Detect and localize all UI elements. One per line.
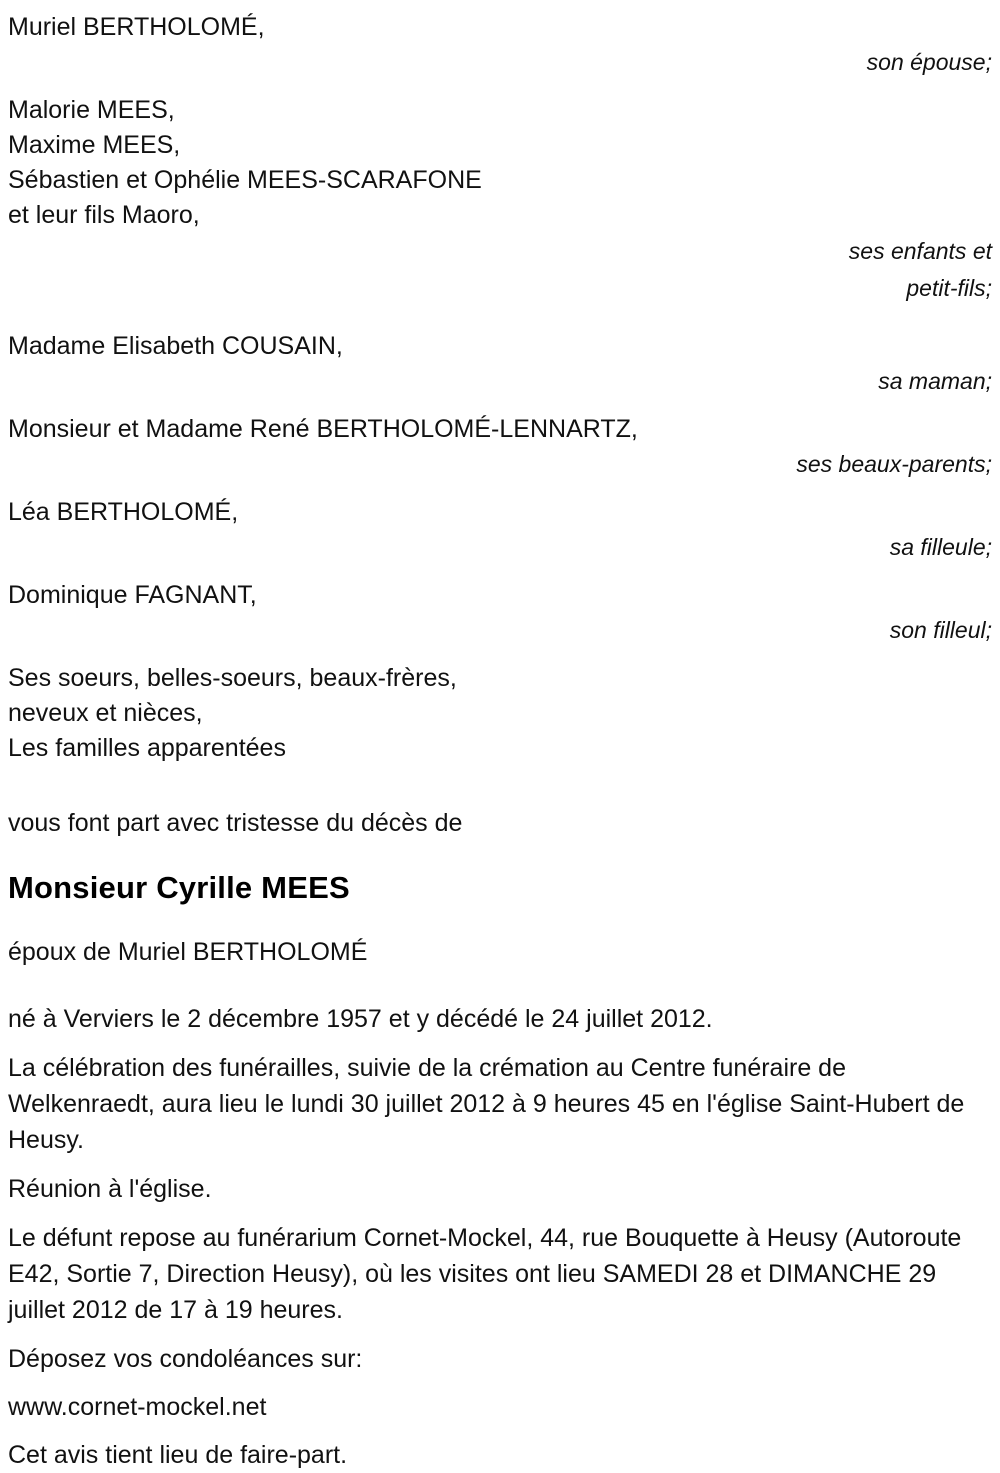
survivor-relation: ses enfants et (848, 238, 992, 264)
spacer (8, 399, 992, 412)
survivor-group-children (8, 93, 992, 307)
survivor-name: Malorie MEES, (8, 96, 175, 124)
survivor-name: Monsieur et Madame René BERTHOLOMÉ-LENNARTZ, (8, 415, 638, 443)
survivor-group-goddaughter (8, 495, 992, 565)
spacer (8, 307, 992, 329)
survivor-name: Sébastien et Ophélie MEES-SCARAFONE (8, 166, 482, 194)
extended-family-line: neveux et nièces, (8, 699, 203, 727)
survivor-relation: petit-fils; (906, 275, 992, 301)
survivor-relation: sa filleule; (889, 534, 992, 560)
spacer (8, 969, 992, 1001)
spacer (8, 648, 992, 661)
condolences-url[interactable]: www.cornet-mockel.net (8, 1393, 267, 1421)
condolences-label: Déposez vos condoléances sur: (8, 1345, 363, 1373)
ceremony-paragraph: La célébration des funérailles, suivie de la crémation au Centre funéraire de Welkenraedt, aura lieu le lundi 30 juillet 2012 à 9 heures 45 en l'église Saint-Hubert de Heusy. (8, 1054, 965, 1154)
survivor-name: et leur fils Maoro, (8, 201, 200, 229)
survivor-name: Léa BERTHOLOMÉ, (8, 498, 239, 526)
spacer (8, 840, 992, 869)
extended-family-line: Ses soeurs, belles-soeurs, beaux-frères, (8, 664, 457, 692)
visitation-paragraph: Le défunt repose au funérarium Cornet-Mockel, 44, rue Bouquette à Heusy (Autoroute E42, Sortie 7, Direction Heusy), où les visites ont lieu SAMEDI 28 et DIMANCHE 29 juillet 2012 de 17 à 19 heures. (8, 1224, 962, 1324)
survivor-name: Dominique FAGNANT, (8, 581, 257, 609)
deceased-name: Monsieur Cyrille MEES (8, 870, 350, 905)
survivor-group-spouse (8, 10, 992, 80)
birth-death-line: né à Verviers le 2 décembre 1957 et y décédé le 24 juillet 2012. (8, 1005, 713, 1033)
spacer (8, 766, 992, 806)
spacer (8, 482, 992, 495)
gathering-line: Réunion à l'église. (8, 1175, 212, 1203)
spouse-subtitle: époux de Muriel BERTHOLOMÉ (8, 938, 368, 966)
survivor-name: Muriel BERTHOLOMÉ, (8, 13, 265, 41)
extended-family-line: Les familles apparentées (8, 734, 286, 762)
spacer (8, 80, 992, 93)
survivor-relation: son épouse; (866, 49, 992, 75)
survivor-name: Maxime MEES, (8, 131, 181, 159)
survivor-group-in-laws (8, 412, 992, 482)
survivor-group-godson (8, 578, 992, 648)
survivor-relation: son filleul; (889, 617, 992, 643)
extended-family-block (8, 661, 992, 766)
survivor-relation: ses beaux-parents; (796, 451, 992, 477)
survivor-name: Madame Elisabeth COUSAIN, (8, 332, 343, 360)
spacer (8, 907, 992, 935)
spacer (8, 565, 992, 578)
announcement-intro: vous font part avec tristesse du décès de (8, 809, 463, 837)
survivor-group-mother (8, 329, 992, 399)
faire-part-notice: Cet avis tient lieu de faire-part. (8, 1441, 348, 1469)
survivor-relation: sa maman; (878, 368, 992, 394)
